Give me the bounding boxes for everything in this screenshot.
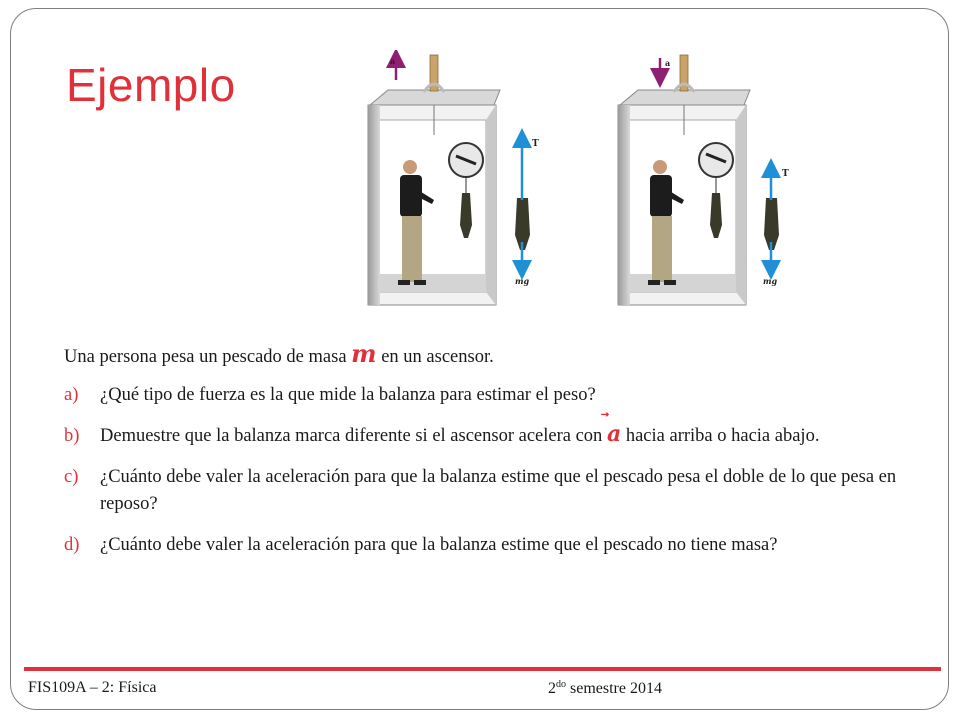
question-c: [64, 464, 924, 518]
semester-number: 2: [548, 680, 556, 697]
tension-label-a: T: [532, 139, 539, 149]
intro-after: en un ascensor.: [381, 347, 494, 367]
footer-semester: [548, 679, 662, 698]
intro-paragraph: [64, 339, 924, 370]
question-text-before: Demuestre que la balanza marca diferente si el ascensor acelera con: [100, 426, 603, 446]
question-text: ¿Cuánto debe valer la aceleración para que la balanza estime que el pescado pesa el doble de lo que pesa en reposo?: [100, 467, 897, 514]
acceleration-variable: a: [606, 421, 622, 447]
slide-title: Ejemplo: [66, 59, 236, 111]
semester-text: semestre 2014: [566, 680, 662, 697]
question-text: ¿Cuánto debe valer la aceleración para que la balanza estime que el pescado no tiene masa?: [100, 535, 778, 555]
question-d: [64, 532, 924, 559]
question-marker: b): [64, 426, 80, 446]
intro-before: Una persona pesa un pescado de masa: [64, 347, 347, 367]
weight-label-b: mg: [763, 276, 778, 286]
scale-dial-b: [699, 143, 733, 177]
question-marker: c): [64, 467, 79, 487]
question-list: [64, 382, 924, 559]
weight-label-a: mg: [515, 276, 530, 286]
accel-label-b: a: [665, 58, 671, 68]
elevator-a: [368, 55, 500, 305]
elevator-b: [618, 55, 750, 305]
slide-body: [64, 339, 924, 573]
person-a-head: [403, 160, 417, 174]
footer-course: FIS109A – 2: Física: [28, 679, 157, 696]
mass-variable: m: [351, 339, 377, 368]
elevator-a-roof: [370, 90, 500, 105]
question-b: [64, 423, 924, 450]
semester-superscript: do: [556, 679, 566, 690]
elevator-figure: [362, 50, 802, 315]
accel-label-a: a: [390, 56, 396, 66]
acceleration-vector: [606, 421, 622, 447]
question-text-after: hacia arriba o hacia abajo.: [625, 426, 820, 446]
footer-divider: [24, 667, 941, 671]
question-a: [64, 382, 924, 409]
tension-label-b: T: [782, 169, 789, 179]
question-text: ¿Qué tipo de fuerza es la que mide la balanza para estimar el peso?: [100, 385, 596, 405]
question-marker: d): [64, 535, 80, 555]
question-marker: a): [64, 385, 79, 405]
